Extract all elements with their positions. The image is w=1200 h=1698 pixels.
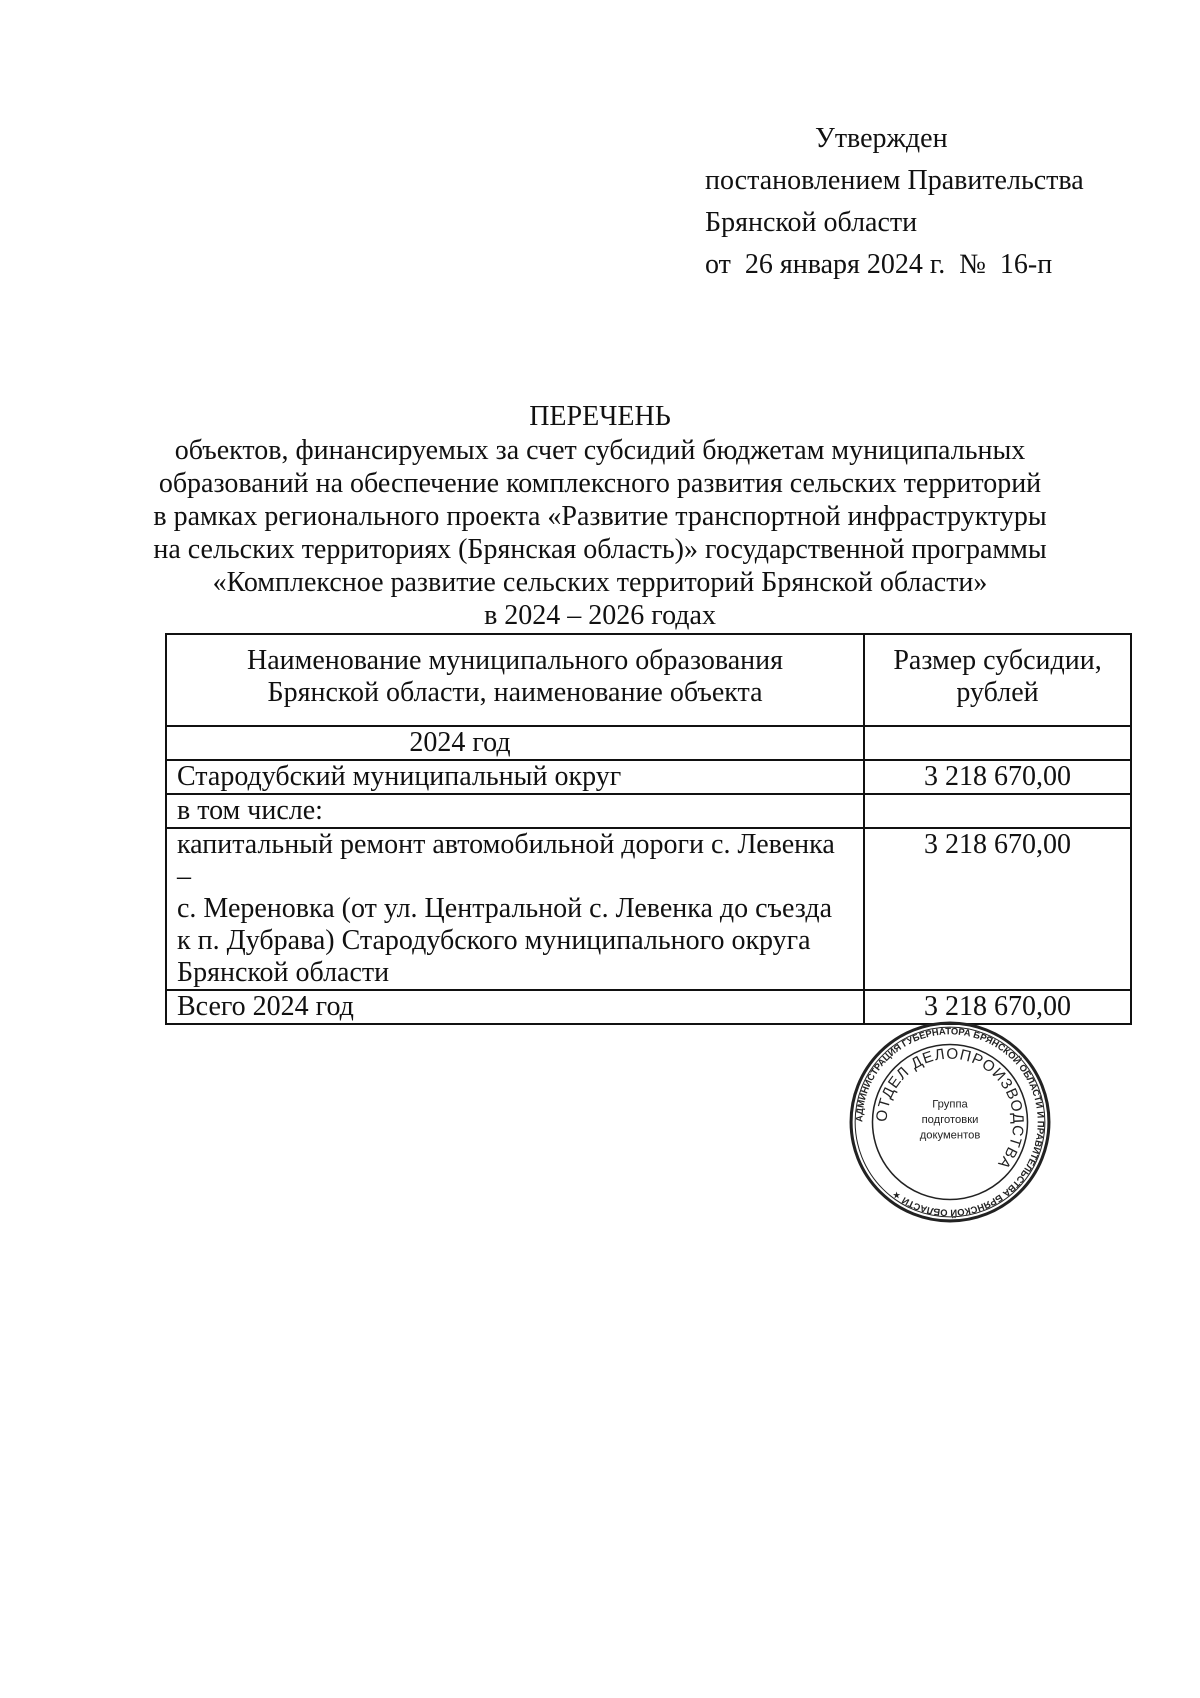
approval-line-1: Утвержден xyxy=(815,123,948,154)
row-amount: 3 218 670,00 xyxy=(864,760,1131,794)
year-cell: 2024 год xyxy=(166,726,864,760)
approval-line-2: постановлением Правительства xyxy=(705,165,1084,196)
row-name-line: с. Мереновка (от ул. Центральной с. Левенка до съезда xyxy=(177,893,833,924)
row-name: Всего 2024 год xyxy=(166,990,864,1024)
document-title xyxy=(150,400,1050,632)
title-line: в 2024 – 2026 годах xyxy=(484,600,716,631)
approval-line-4: от 26 января 2024 г. № 16-п xyxy=(705,249,1053,280)
stamp-center-line: подготовки xyxy=(921,1114,979,1127)
row-amount: 3 218 670,00 xyxy=(864,990,1131,1024)
row-name-line: Брянской области xyxy=(177,957,390,988)
approval-block xyxy=(705,118,1084,286)
header-municipality xyxy=(166,634,864,726)
row-amount: 3 218 670,00 xyxy=(864,828,1131,990)
table-row-year xyxy=(166,726,1131,760)
header-text: рублей xyxy=(956,677,1039,708)
stamp-outer-text: АДМИНИСТРАЦИЯ ГУБЕРНАТОРА БРЯНСКОЙ ОБЛАСТИ И ПРАВИТЕЛЬСТВА БРЯНСКОЙ ОБЛАСТИ ★ xyxy=(854,1026,1046,1218)
table-row xyxy=(166,794,1131,828)
header-amount xyxy=(864,634,1131,726)
row-name: Стародубский муниципальный округ xyxy=(166,760,864,794)
empty-cell xyxy=(864,726,1131,760)
row-name-line: капитальный ремонт автомобильной дороги с. Левенка – xyxy=(177,829,835,892)
stamp-center-line: документов xyxy=(919,1129,981,1142)
official-stamp xyxy=(848,1020,1052,1224)
title-heading: ПЕРЕЧЕНЬ xyxy=(529,401,671,432)
title-line: «Комплексное развитие сельских территорий Брянской области» xyxy=(212,567,988,598)
header-text: Размер субсидии, xyxy=(893,645,1102,676)
table-row xyxy=(166,760,1131,794)
title-line: в рамках регионального проекта «Развитие транспортной инфраструктуры xyxy=(153,501,1047,532)
table-row-total xyxy=(166,990,1131,1024)
approval-line-3: Брянской области xyxy=(705,207,918,238)
row-name-line: к п. Дубрава) Стародубского муниципального округа xyxy=(177,925,811,956)
stamp-center-line: Группа xyxy=(932,1098,968,1111)
header-text: Брянской области, наименование объекта xyxy=(267,677,763,708)
title-line: образований на обеспечение комплексного развития сельских территорий xyxy=(158,468,1042,499)
header-text: Наименование муниципального образования xyxy=(247,645,783,676)
row-name xyxy=(166,828,864,990)
row-name: в том числе: xyxy=(166,794,864,828)
row-amount xyxy=(864,794,1131,828)
table-header-row xyxy=(166,634,1131,726)
title-line: на сельских территориях (Брянская область)» государственной программы xyxy=(153,534,1047,565)
title-line: объектов, финансируемых за счет субсидий бюджетам муниципальных xyxy=(174,435,1026,466)
stamp-inner-text: ОТДЕЛ ДЕЛОПРОИЗВОДСТВА xyxy=(873,1045,1027,1173)
table-row xyxy=(166,828,1131,990)
subsidy-table xyxy=(165,633,1132,1025)
